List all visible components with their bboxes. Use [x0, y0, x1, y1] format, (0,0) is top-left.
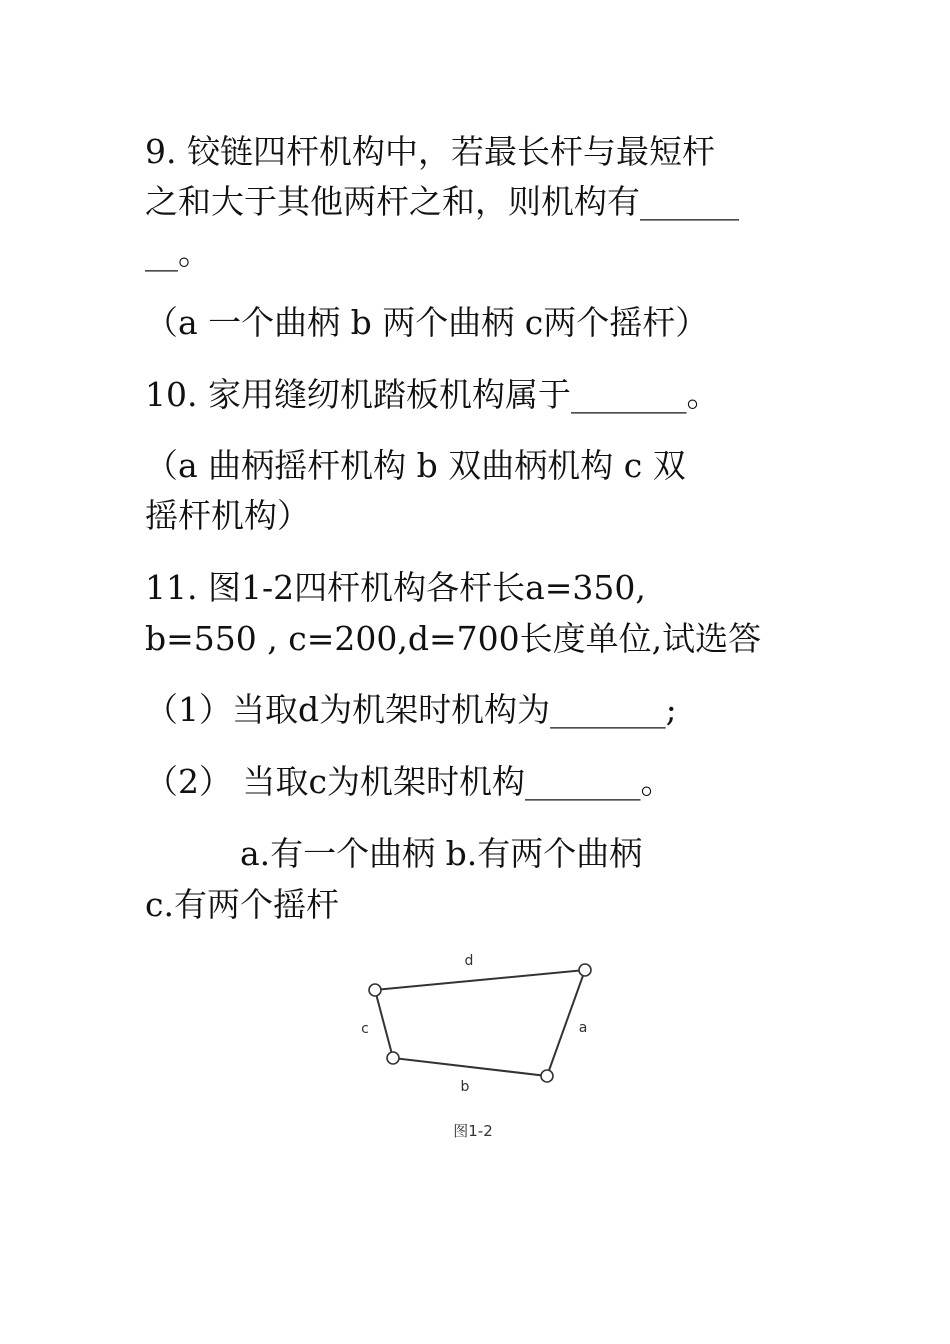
question-9-line-1: 9. 铰链四杆机构中，若最长杆与最短杆 [145, 132, 715, 171]
joint-bottom-left [387, 1052, 399, 1064]
question-11-sub-1: （1）当取d为机架时机构为_______; [145, 690, 677, 729]
question-9-options: （a 一个曲柄 b 两个曲柄 c两个摇杆） [145, 303, 709, 342]
joint-top-right [579, 964, 591, 976]
four-bar-linkage-figure [355, 948, 605, 1148]
question-11-options-1: a.有一个曲柄 b.有两个曲柄 [240, 834, 643, 873]
question-11-sub-2: （2） 当取c为机架时机构_______。 [145, 762, 674, 801]
label-c: c [361, 1021, 369, 1037]
question-10-options-1: （a 曲柄摇杆机构 b 双曲柄机构 c 双 [145, 446, 686, 485]
question-11-options-2: c.有两个摇杆 [145, 885, 339, 924]
linkage-outline [375, 970, 585, 1076]
question-10-line-1: 10. 家用缝纫机踏板机构属于_______。 [145, 375, 720, 414]
question-11-line-2: b=550 , c=200,d=700长度单位,试选答 [145, 619, 762, 658]
joint-bottom-right [541, 1070, 553, 1082]
label-a: a [578, 1020, 588, 1036]
question-10-options-2: 摇杆机构） [145, 496, 310, 535]
question-9-line-2: 之和大于其他两杆之和，则机构有______ [145, 182, 739, 221]
label-b: b [460, 1079, 470, 1095]
figure-caption: 图1-2 [453, 1122, 493, 1140]
question-11-line-1: 11. 图1-2四杆机构各杆长a=350, [145, 568, 646, 607]
joint-top-left [369, 984, 381, 996]
label-d: d [464, 953, 474, 969]
question-9-line-3: __。 [145, 233, 211, 272]
